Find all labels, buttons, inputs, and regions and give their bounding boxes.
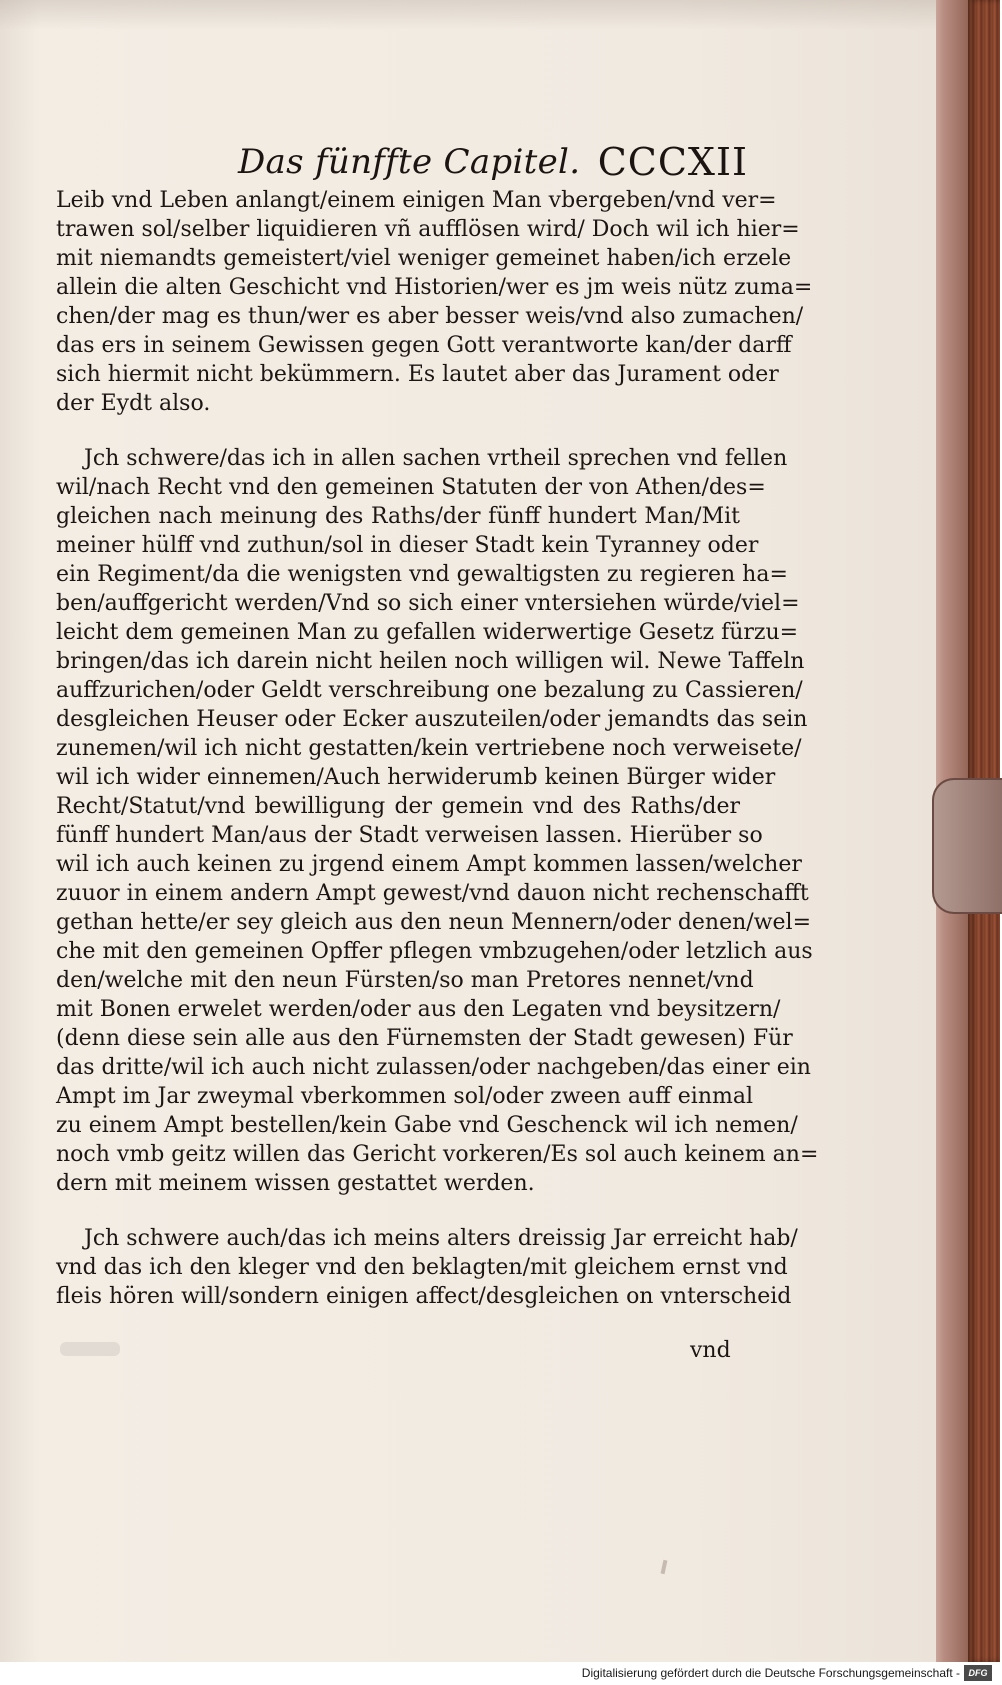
text-line: Recht/Statut/vnd bewilligung der gemein vnd des Raths/der (56, 794, 740, 819)
text-line: chen/der mag es thun/wer es aber besser weis/vnd also zumachen/ (56, 304, 804, 329)
paragraph-3 (56, 1224, 798, 1311)
text-line: Ampt im Jar zweymal vberkommen sol/oder zween auff einmal (56, 1084, 754, 1109)
text-line: noch vmb geitz willen das Gericht vorkeren/Es sol auch keinem an= (56, 1142, 819, 1167)
text-line: fünff hundert Man/aus der Stadt verweisen lassen. Hierüber so (56, 823, 763, 848)
page-shadow (0, 0, 968, 30)
text-line: wil ich auch keinen zu jrgend einem Ampt kommen lassen/welcher (56, 852, 802, 877)
text-line: Leib vnd Leben anlangt/einem einigen Man vbergeben/vnd ver= (56, 188, 777, 213)
text-line: dern mit meinem wissen gestattet werden. (56, 1171, 535, 1196)
body-text (56, 186, 819, 1311)
digitization-footer (0, 1662, 1000, 1685)
text-line: wil ich wider einnemen/Auch herwiderumb keinen Bürger wider (56, 765, 776, 790)
text-line: wil/nach Recht vnd den gemeinen Statuten der von Athen/des= (56, 475, 766, 500)
folio-number: CCCXII (597, 140, 748, 184)
text-line: fleis hören will/sondern einigen affect/desgleichen on vnterscheid (56, 1284, 792, 1309)
text-line: das dritte/wil ich auch nicht zulassen/oder nachgeben/das einer ein (56, 1055, 811, 1080)
text-line: zuuor in einem andern Ampt gewest/vnd dauon nicht rechenschafft (56, 881, 809, 906)
text-line: gethan hette/er sey gleich aus den neun Mennern/oder denen/wel= (56, 910, 812, 935)
text-line: (denn diese sein alle aus den Fürnemsten der Stadt gewesen) Für (56, 1026, 793, 1051)
book-clasp (932, 778, 1002, 914)
footer-credit: Digitalisierung gefördert durch die Deutsche Forschungsgemeinschaft - (581, 1666, 960, 1680)
text-line: mit Bonen erwelet werden/oder aus den Legaten vnd beysitzern/ (56, 997, 781, 1022)
text-line: trawen sol/selber liquidieren vñ aufflösen wird/ Doch wil ich hier= (56, 217, 800, 242)
text-line: leicht dem gemeinen Man zu gefallen widerwertige Gesetz fürzu= (56, 620, 799, 645)
text-line: mit niemandts gemeistert/viel weniger gemeinet haben/ich erzele (56, 246, 792, 271)
paragraph-2 (56, 444, 819, 1198)
text-line: Jch schwere auch/das ich meins alters dreissig Jar erreicht hab/ (84, 1226, 798, 1251)
catchword: vnd (690, 1338, 731, 1363)
text-line: das ers in seinem Gewissen gegen Gott verantworte kan/der darff (56, 333, 792, 358)
text-line: allein die alten Geschicht vnd Historien/wer es jm weis nütz zuma= (56, 275, 813, 300)
paragraph-1 (56, 186, 813, 418)
text-line: Jch schwere/das ich in allen sachen vrtheil sprechen vnd fellen (84, 446, 788, 471)
ink-bleed-smudge (60, 1342, 120, 1356)
text-line: zu einem Ampt bestellen/kein Gabe vnd Geschenck wil ich nemen/ (56, 1113, 798, 1138)
running-header (238, 140, 748, 190)
dfg-logo: DFG (964, 1665, 992, 1681)
text-line: zunemen/wil ich nicht gestatten/kein vertriebene noch verweisete/ (56, 736, 802, 761)
text-line: ein Regiment/da die wenigsten vnd gewaltigsten zu regieren ha= (56, 562, 788, 587)
chapter-title: Das fünffte Capitel. (238, 142, 581, 182)
text-line: ben/auffgericht werden/Vnd so sich einer vntersiehen würde/viel= (56, 591, 800, 616)
text-line: sich hiermit nicht bekümmern. Es lautet aber das Jurament oder (56, 362, 779, 387)
text-line: gleichen nach meinung des Raths/der fünff hundert Man/Mit (56, 504, 740, 529)
text-line: meiner hülff vnd zuthun/sol in dieser Stadt kein Tyranney oder (56, 533, 759, 558)
text-line: vnd das ich den kleger vnd den beklagten/mit gleichem ernst vnd (56, 1255, 788, 1280)
text-line: bringen/das ich darein nicht heilen noch willigen wil. Newe Taffeln (56, 649, 805, 674)
text-line: auffzurichen/oder Geldt verschreibung one bezalung zu Cassieren/ (56, 678, 803, 703)
text-line: den/welche mit den neun Fürsten/so man Pretores nennet/vnd (56, 968, 754, 993)
text-line: der Eydt also. (56, 391, 211, 416)
text-line: desgleichen Heuser oder Ecker auszuteilen/oder jemandts das sein (56, 707, 808, 732)
text-line: che mit den gemeinen Opffer pflegen vmbzugehen/oder letzlich aus (56, 939, 813, 964)
